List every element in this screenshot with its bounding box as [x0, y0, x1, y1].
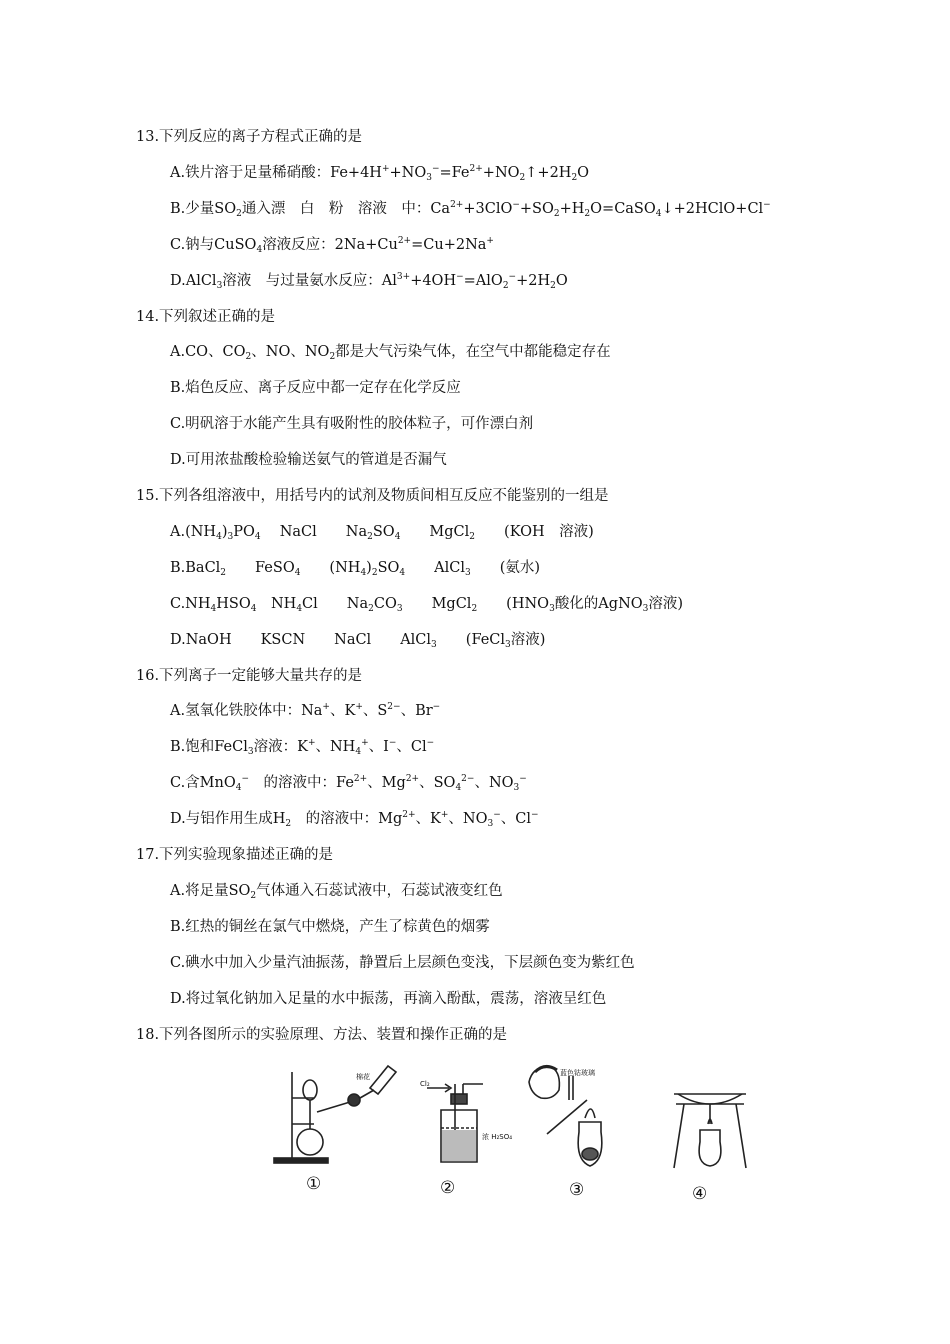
- question-option: [170, 450, 447, 470]
- option-text-segment: +3ClO: [463, 201, 513, 217]
- option-text-segment: 3: [505, 640, 511, 650]
- option-text-segment: 2: [368, 604, 374, 614]
- option-text-segment: 、Br: [400, 703, 433, 719]
- question-option: [170, 594, 683, 614]
- question-option: [170, 235, 494, 255]
- option-text-segment: (KOH 溶液): [475, 524, 594, 540]
- option-text-segment: +: [381, 164, 390, 174]
- option-text-segment: B.BaCl: [170, 560, 221, 576]
- question-option: [170, 881, 503, 901]
- option-text-segment: −: [456, 272, 464, 282]
- option-text-segment: 溶液): [510, 632, 546, 648]
- option-text-segment: −: [763, 200, 771, 210]
- option-text-segment: 4: [399, 568, 406, 578]
- question-stem: 18.下列各图所示的实验原理、方法、装置和操作正确的是: [136, 1027, 508, 1043]
- option-text-segment: 2: [571, 173, 578, 183]
- option-text-segment: −: [426, 738, 435, 748]
- option-text-segment: +H: [559, 201, 585, 217]
- option-text-segment: 、Cl: [500, 811, 532, 827]
- option-text-segment: 3: [642, 604, 649, 614]
- option-text-segment: D.可用浓盐酸检验输送氨气的管道是否漏气: [170, 452, 447, 468]
- option-text-segment: C.含MnO: [170, 775, 236, 791]
- option-text-segment: 、I: [368, 739, 389, 755]
- option-text-segment: C.NH: [170, 596, 211, 612]
- option-text-segment: 2: [550, 281, 556, 291]
- option-text-segment: C.钠与CuSO: [170, 237, 257, 253]
- option-text-segment: B.饱和FeCl: [170, 739, 248, 755]
- question-option: [170, 773, 527, 793]
- question-option: [170, 163, 589, 183]
- option-text-segment: 2: [553, 209, 560, 219]
- option-text-segment: 、NO、NO: [251, 344, 330, 360]
- option-text-segment: 2−: [387, 702, 401, 712]
- option-text-segment: 都是大气污染气体，在空气中都能稳定存在: [335, 344, 611, 360]
- option-text-segment: 4: [254, 532, 261, 542]
- option-text-segment: 3: [549, 604, 555, 614]
- option-text-segment: 3: [426, 173, 432, 183]
- option-text-segment: +: [486, 236, 494, 246]
- option-text-segment: =AlO: [463, 273, 503, 289]
- figure-2-label: ②: [440, 1178, 456, 1198]
- option-text-segment: B.焰色反应、离子反应中都一定存在化学反应: [170, 380, 461, 396]
- option-text-segment: 4: [216, 532, 222, 542]
- option-text-segment: 3+: [396, 272, 411, 282]
- option-text-segment: +: [355, 702, 363, 712]
- option-text-segment: 的溶液中：Fe: [249, 775, 354, 791]
- option-text-segment: 、NO: [448, 811, 488, 827]
- figure-4-apparatus: [670, 1074, 750, 1174]
- option-text-segment: 4: [256, 245, 263, 255]
- option-text-segment: 4: [296, 604, 303, 614]
- option-text-segment: 酸化的AgNO: [554, 596, 643, 612]
- option-text-segment: 2: [502, 281, 509, 291]
- option-text-segment: 2+: [450, 200, 464, 210]
- option-text-segment: ↓+2HClO+Cl: [661, 201, 764, 217]
- option-text-segment: 2+: [353, 774, 368, 784]
- option-text-segment: +: [322, 702, 330, 712]
- option-text-segment: MgCl: [400, 524, 470, 540]
- question-option: [170, 271, 568, 291]
- question-option: [170, 522, 594, 542]
- option-text-segment: C.明矾溶于水能产生具有吸附性的胶体粒子，可作漂白剂: [170, 416, 534, 432]
- option-text-segment: +: [307, 738, 316, 748]
- option-text-segment: D.NaOH KSCN NaCl AlCl: [170, 632, 432, 648]
- question-stem: 16.下列离子一定能够大量共存的是: [136, 668, 363, 684]
- option-text-segment: 2+: [469, 164, 483, 174]
- option-text-segment: 溶液 与过量氨水反应：Al: [222, 273, 397, 289]
- option-text-segment: MgCl: [402, 596, 472, 612]
- figure-4-label: ④: [692, 1184, 708, 1204]
- option-text-segment: AlCl: [405, 560, 465, 576]
- option-text-segment: 2: [519, 173, 526, 183]
- question-option: [170, 199, 771, 219]
- question-option: [170, 809, 539, 829]
- figure-2-liquid-text: 浓 H₂SO₄: [482, 1133, 513, 1141]
- option-text-segment: −: [519, 774, 527, 784]
- question-option: [170, 989, 606, 1009]
- option-text-segment: 2: [329, 352, 336, 362]
- option-text-segment: (FeCl: [436, 632, 506, 648]
- option-text-segment: 2: [471, 604, 478, 614]
- option-text-segment: 、NO: [474, 775, 514, 791]
- option-text-segment: 溶液): [648, 596, 684, 612]
- option-text-segment: ): [221, 524, 228, 540]
- option-text-segment: O=CaSO: [590, 201, 656, 217]
- question-option: [170, 737, 434, 757]
- option-text-segment: 2: [250, 891, 257, 901]
- option-text-segment: 2: [584, 209, 591, 219]
- option-text-segment: 3: [216, 281, 223, 291]
- option-text-segment: =Fe: [439, 165, 470, 181]
- option-text-segment: 3: [487, 819, 494, 829]
- figure-2-apparatus: [425, 1070, 505, 1170]
- option-text-segment: +: [361, 738, 369, 748]
- option-text-segment: (HNO: [477, 596, 550, 612]
- option-text-segment: 3: [396, 604, 403, 614]
- question-stem: 14.下列叙述正确的是: [136, 309, 276, 325]
- option-text-segment: 4: [455, 783, 462, 793]
- option-text-segment: 气体通入石蕊试液中，石蕊试液变红色: [256, 883, 503, 899]
- option-text-segment: −: [388, 738, 397, 748]
- option-text-segment: −: [512, 200, 520, 210]
- question-option: [170, 953, 635, 973]
- option-text-segment: 、Cl: [396, 739, 427, 755]
- option-text-segment: 4: [355, 747, 362, 757]
- option-text-segment: 4: [360, 568, 367, 578]
- option-text-segment: 3: [464, 568, 471, 578]
- question-option: [170, 558, 540, 578]
- option-text-segment: 2: [245, 352, 252, 362]
- option-text-segment: =Cu+2Na: [411, 237, 487, 253]
- option-text-segment: SO: [372, 524, 395, 540]
- option-text-segment: (NH: [300, 560, 361, 576]
- apparatus-figures: [260, 1060, 760, 1210]
- option-text-segment: 3: [227, 532, 234, 542]
- question-option: [170, 630, 545, 650]
- option-text-segment: 2+: [405, 774, 420, 784]
- option-text-segment: 溶液反应：2Na+Cu: [262, 237, 398, 253]
- option-text-segment: 4: [235, 783, 242, 793]
- question-stem: 15.下列各组溶液中，用括号内的试剂及物质间相互反应不能鉴别的一组是: [136, 488, 609, 504]
- figure-1-label-text: 棉花: [356, 1073, 370, 1081]
- option-text-segment: 4: [210, 604, 217, 614]
- option-text-segment: A.氢氧化铁胶体中：Na: [170, 703, 323, 719]
- option-text-segment: −: [432, 702, 441, 712]
- option-text-segment: Cl Na: [302, 596, 369, 612]
- question-stem: 13.下列反应的离子方程式正确的是: [136, 129, 363, 145]
- option-text-segment: B.红热的铜丝在氯气中燃烧，产生了棕黄色的烟雾: [170, 919, 490, 935]
- option-text-segment: 的溶液中：Mg: [291, 811, 403, 827]
- option-text-segment: −: [241, 774, 250, 784]
- option-text-segment: 4: [394, 532, 401, 542]
- option-text-segment: NH: [256, 596, 297, 612]
- option-text-segment: D.将过氧化钠加入足量的水中振荡，再滴入酚酞，震荡，溶液呈红色: [170, 991, 607, 1007]
- option-text-segment: D.与铝作用生成H: [170, 811, 286, 827]
- figure-2-gas-text: Cl₂: [420, 1080, 430, 1088]
- option-text-segment: −: [493, 810, 501, 820]
- option-text-segment: A.(NH: [170, 524, 217, 540]
- figure-1-apparatus: [270, 1060, 400, 1170]
- option-text-segment: A.铁片溶于足量稀硝酸：Fe+4H: [170, 165, 382, 181]
- option-text-segment: A.CO、CO: [170, 344, 246, 360]
- option-text-segment: 2: [469, 532, 476, 542]
- figure-3-label-text: 蓝色钴玻璃: [560, 1069, 595, 1077]
- option-text-segment: 2: [371, 568, 378, 578]
- option-text-segment: HSO: [216, 596, 251, 612]
- option-text-segment: 、K: [415, 811, 441, 827]
- figure-1-label: ①: [306, 1174, 322, 1194]
- option-text-segment: 通入漂 白 粉 溶液 中：Ca: [241, 201, 451, 217]
- option-text-segment: SO: [377, 560, 400, 576]
- option-text-segment: 、NH: [315, 739, 356, 755]
- option-text-segment: 4: [294, 568, 301, 578]
- option-text-segment: −: [431, 164, 440, 174]
- option-text-segment: 、Mg: [367, 775, 406, 791]
- question-option: [170, 378, 461, 398]
- option-text-segment: 3: [431, 640, 437, 650]
- option-text-segment: 2: [285, 819, 292, 829]
- option-text-segment: 2+: [397, 236, 412, 246]
- question-option: [170, 414, 533, 434]
- option-text-segment: B.少量SO: [170, 201, 237, 217]
- question-option: [170, 917, 490, 937]
- option-text-segment: C.碘水中加入少量汽油振荡，静置后上层颜色变浅，下层颜色变为紫红色: [170, 955, 635, 971]
- option-text-segment: +NO: [389, 165, 427, 181]
- option-text-segment: +NO: [482, 165, 520, 181]
- figure-3-label: ③: [569, 1180, 585, 1200]
- option-text-segment: 、S: [362, 703, 388, 719]
- question-stem: 17.下列实验现象描述正确的是: [136, 847, 334, 863]
- option-text-segment: +: [440, 810, 449, 820]
- question-option: [170, 701, 440, 721]
- option-text-segment: +4OH: [410, 273, 457, 289]
- option-text-segment: 溶液：K: [253, 739, 308, 755]
- option-text-segment: 2+: [402, 810, 416, 820]
- option-text-segment: −: [531, 810, 539, 820]
- option-text-segment: CO: [373, 596, 397, 612]
- option-text-segment: 、SO: [419, 775, 456, 791]
- option-text-segment: 2: [220, 568, 227, 578]
- option-text-segment: A.将足量SO: [170, 883, 251, 899]
- option-text-segment: D.AlCl: [170, 273, 217, 289]
- option-text-segment: 2: [367, 532, 373, 542]
- option-text-segment: O: [577, 165, 590, 181]
- option-text-segment: ): [366, 560, 372, 576]
- option-text-segment: +2H: [516, 273, 551, 289]
- option-text-segment: FeSO: [226, 560, 295, 576]
- option-text-segment: NaCl Na: [260, 524, 368, 540]
- option-text-segment: 2: [236, 209, 242, 219]
- option-text-segment: (氨水): [470, 560, 541, 576]
- question-option: [170, 342, 611, 362]
- option-text-segment: 4: [655, 209, 662, 219]
- option-text-segment: ↑+2H: [525, 165, 572, 181]
- option-text-segment: O: [555, 273, 568, 289]
- option-text-segment: 2−: [461, 774, 475, 784]
- option-text-segment: 3: [247, 747, 254, 757]
- option-text-segment: −: [508, 272, 517, 282]
- option-text-segment: 、K: [329, 703, 356, 719]
- option-text-segment: 4: [250, 604, 257, 614]
- option-text-segment: PO: [233, 524, 255, 540]
- option-text-segment: +SO: [519, 201, 554, 217]
- option-text-segment: 3: [513, 783, 520, 793]
